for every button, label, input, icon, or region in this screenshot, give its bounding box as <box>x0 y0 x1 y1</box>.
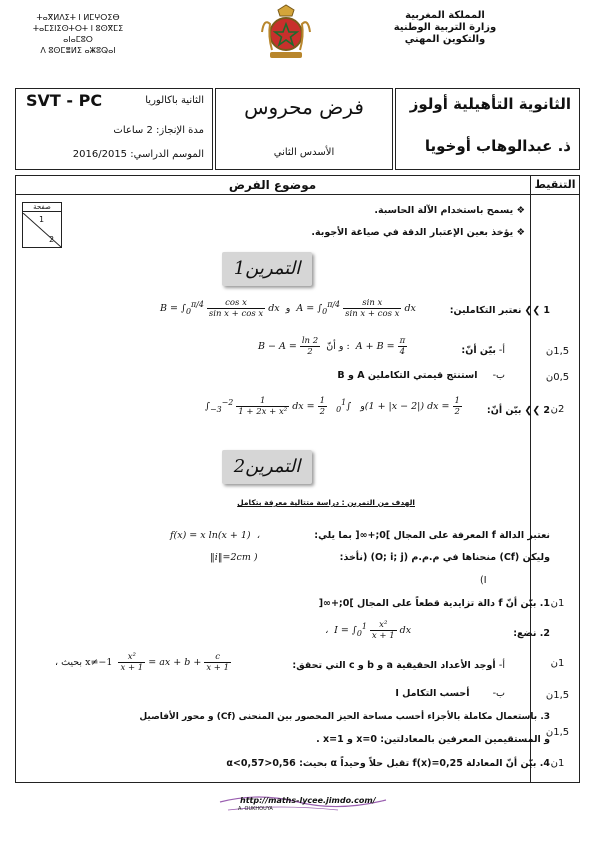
tifinagh-line: ⵜⴰⵎⵉⵏⵉⵙⵜⵔⵜ ⵏ ⵓⵙⴳⵎⵉ ⴰⵏⴰⵎⵓⵔ <box>32 24 124 44</box>
instruction-1: ❖ يسمح باستخدام الآلة الحاسبة. <box>374 205 525 216</box>
footer-url-link[interactable]: http://maths-lycee.jimdo.com/ <box>240 796 376 805</box>
page-header <box>0 0 595 88</box>
score-ex2-q1: 1ن <box>550 598 565 609</box>
ex2-part-i: (I <box>480 575 487 586</box>
level: الثانية باكالوريا <box>145 95 204 106</box>
page-num: 1 <box>39 215 45 224</box>
ex1-q2: 2 ❯❯ بيّن أنّ: <box>486 405 550 416</box>
footer-signature: A. OUKHOUYA <box>238 806 273 812</box>
grading-column-divider <box>530 175 531 783</box>
header-divider <box>15 194 580 195</box>
ex1-q2-formula: $\int_{-3}^{-2}$ $\frac{1}{\text{1 + 2x + x²}}$ dx = $\frac{1}{2}$ و $\int_0^1$ (1 + |x − 2|) dx = $\frac{1}{2}$ <box>205 396 460 417</box>
exercise1-title: التمرين1 <box>222 252 312 286</box>
ex2-intro2: وليكن (Cf) منحناها في م.م.م (O; i; j) (نأخذ: <box>339 552 550 563</box>
ministry-name <box>355 10 535 46</box>
ministry-line: والتكوين المهني <box>404 34 486 45</box>
branch: SVT - PC <box>26 91 103 110</box>
page-total: 2 <box>49 235 55 244</box>
ex1-q1b: ب- استنتج قيمتي التكاملين A و B <box>337 370 505 381</box>
score-ex2-q2b: 1,5ن <box>545 690 570 701</box>
subject-header: موضوع الفرض <box>228 178 317 192</box>
kingdom-emblem-icon <box>256 2 316 62</box>
ex2-goal: الهدف من التمرين : دراسة متتالية معرفة بتكامل <box>237 498 415 507</box>
exercise2-title: التمرين2 <box>222 450 312 484</box>
ex2-q2b: ب- أحسب التكامل I <box>395 688 505 699</box>
ex2-q2a-formula: ، بحيث x≠−1 $\frac{\text{x²}}{x + 1}$ = ax + b + $\frac{c}{x + 1}$ <box>55 652 230 673</box>
ex2-q3b: و المستقيمين المعرفين بالمعادلتين: x=0 و x=1 . <box>316 734 550 745</box>
tifinagh-ministry-name <box>18 12 138 56</box>
ex2-unit: ‖i‖=2cm ) <box>210 552 258 563</box>
ex2-q1: 1. بيّن أنّ f دالة تزايدية قطعاً على المجال ]0;+∞[ <box>318 598 550 609</box>
page-number-box <box>22 202 62 248</box>
ex2-I-formula: ، $I = \int_0^1$ $\frac{\text{x²}}{x + 1}$ dx <box>325 620 412 641</box>
ex1-q1: 1 ❯❯ نعتبر التكاملين: <box>449 305 550 316</box>
score-ex2-q2a: 1ن <box>550 658 565 669</box>
ex2-q4: 4. بيّن أنّ المعادلة f(x)=0,25 تقبل حلاً وحيداً α بحيث: 0,56<α<0,57 <box>226 758 550 769</box>
arrow-icon: ❯❯ <box>524 305 541 316</box>
teacher-name: ذ. عبدالوهاب أوخويا <box>424 137 571 155</box>
ex1-q1a-formula: B − A = $\frac{\ln 2}{2}$ و أنّ : A + B = $\frac{\pi}{4}$ <box>258 336 406 357</box>
page-label: صفحة <box>23 203 61 212</box>
exam-info-table <box>15 88 580 172</box>
duration: مدة الإنجاز: 2 ساعات <box>113 125 204 136</box>
school-cell <box>395 88 580 170</box>
grading-header: التنقيط <box>534 178 576 191</box>
arrow-icon: ❯❯ <box>524 405 541 416</box>
score-ex2-q3: 1,5ن <box>545 727 570 738</box>
ministry-line: وزارة التربية الوطنية <box>393 22 497 33</box>
exam-title: فرض محروس <box>244 95 364 119</box>
ministry-line: المملكة المغربية <box>405 10 485 21</box>
ex2-q2a: أ- أوجد الأعداد الحقيقية a و b و c التي تحقق: <box>292 660 505 671</box>
ex2-f-definition: f(x) = x ln(x + 1) ، <box>170 530 260 541</box>
score-ex1-q1a: 1,5ن <box>545 346 570 357</box>
tifinagh-line: ⴷ ⵓⵙⵎⴻⵍⵉ ⴰⵥⵓⵕⴰⵏ <box>40 46 116 55</box>
ex2-q2: 2. نضع: <box>513 628 550 639</box>
score-ex1-q1b: 0,5ن <box>545 372 570 383</box>
ex2-q3: 3. باستعمال مكاملة بالأجزاء أحسب مساحة الحيز المحصور بين المنحنى (Cf) و محور الأفاصيل <box>139 712 550 722</box>
class-cell <box>15 88 213 170</box>
score-ex2-q4: 1ن <box>550 758 565 769</box>
ex1-q1a: أ- بيّن أنّ: <box>461 345 505 356</box>
instruction-2: ❖ يؤخذ بعين الإعتبار الدقة في صياغة الأجوبة. <box>311 227 525 238</box>
semester: الأسدس الثاني <box>273 147 335 158</box>
title-cell <box>215 88 393 170</box>
school-name: الثانوية التأهيلية أولوز <box>409 95 571 113</box>
tifinagh-line: ⵜⴰⴳⵍⴷⵉⵜ ⵏ ⵍⵎⵖⵔⵉⴱ <box>36 13 120 22</box>
ex1-integrals-formula: $B = \int_0^{\pi/4}$ $\frac{\text{cos x}}{\text{sin x + cos x}}$ dx و $A = \int_0^{\pi/4}$ $\frac{\text{sin x}}{\text{sin x + cos x}}$ dx <box>160 298 416 319</box>
score-ex1-q2: 2ن <box>550 404 565 415</box>
ex2-intro1: نعتبر الدالة f المعرفة على المجال ]0;+∞[ بما يلي: <box>314 530 550 541</box>
season: الموسم الدراسي: 2016/2015 <box>72 149 204 160</box>
